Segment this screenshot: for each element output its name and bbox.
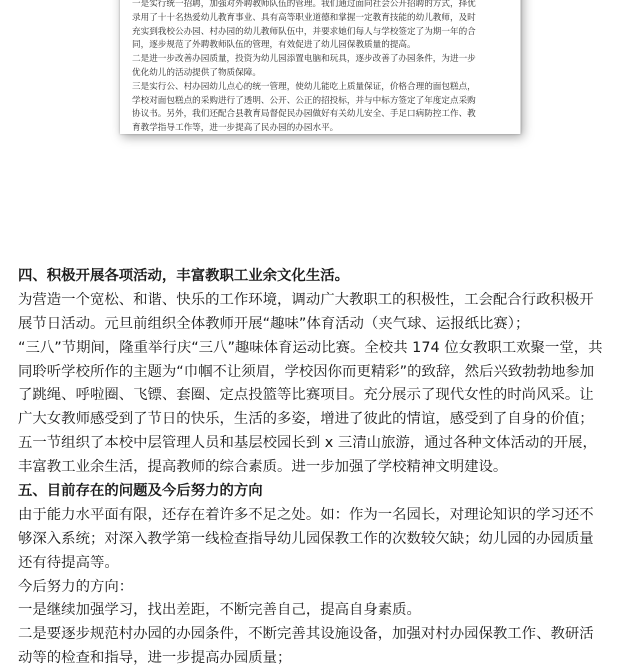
thumbnail-line: 育教学指导工作等，进一步提高了民办园的办园水平。 bbox=[132, 123, 339, 134]
thumbnail-line: 二是进一步改善办园质量，投资为幼儿园添置电脑和玩具，逐步改善了办园条件，为进一步 bbox=[132, 54, 476, 65]
thumbnail-line: 学校对面包糕点的采购进行了透明、公开、公正的招投标，并与中标方签定了年度定点采购 bbox=[132, 95, 476, 106]
body-line: 丰富教工业余生活，提高教师的综合素质。进一步加强了学校精神文明建设。 bbox=[18, 459, 508, 476]
thumbnail-line: 三是实行公、村办园幼儿点心的统一管理，使幼儿能吃上质量保证，价格合理的面包糕点， bbox=[132, 81, 476, 92]
thumbnail-line: 优化幼儿的活动提供了物质保障。 bbox=[132, 67, 261, 78]
document-body bbox=[18, 265, 622, 671]
thumbnail-line: 录用了十十名热爱幼儿教育事业、具有高等职业道德和掌握一定教育技能的幼儿教师，及时 bbox=[132, 12, 476, 23]
thumbnail-line: 同，逐步规范了外聘教师队伍的管理，有效促进了幼儿园保教质量的提高。 bbox=[132, 40, 416, 51]
body-line: 一是继续加强学习，找出差距，不断完善自己，提高自身素质。 bbox=[18, 602, 421, 619]
embedded-page-text bbox=[132, 0, 508, 136]
thumbnail-line: 充实到我校公办园、村办园的幼儿教师队伍中，并要求她们每人与学校签定了为期一年的合 bbox=[132, 26, 476, 37]
body-line: 够深入系统；对深入教学第一线检查指导幼儿园保教工作的次数较欠缺；幼儿园的办园质量 bbox=[18, 530, 594, 547]
body-line: 为营造一个宽松、和谐、快乐的工作环境，调动广大教职工的积极性，工会配合行政积极开 bbox=[18, 291, 594, 308]
body-line: 由于能力水平面有限，还存在着许多不足之处。如：作为一名园长，对理论知识的学习还不 bbox=[18, 506, 594, 523]
section-heading: 四、积极开展各项活动，丰富教职工业余文化生活。 bbox=[18, 268, 349, 284]
body-line: “三八”节期间，隆重举行庆“三八”趣味体育运动比赛。全校共 174 位女教职工欢聚一堂，共 bbox=[18, 339, 603, 356]
body-line: 二是要逐步规范村办园的办园条件，不断完善其设施设备，加强对村办园保教工作、教研活 bbox=[18, 626, 594, 643]
body-line: 展节日活动。元旦前组织全体教师开展“趣味”体育活动（夹气球、运报纸比赛）； bbox=[18, 315, 530, 332]
body-line: 动等的检查和指导，进一步提高办园质量； bbox=[18, 650, 292, 667]
thumbnail-line: 协议书。另外，我们还配合县教育局督促民办园做好有关幼儿安全、手足口病防控工作、教 bbox=[132, 109, 476, 120]
section-heading: 五、目前存在的问题及今后努力的方向 bbox=[18, 483, 263, 500]
body-line: 同聆听学校所作的主题为“巾帼不让须眉，学校因你而更精彩”的致辞，然后兴致勃勃地参加 bbox=[18, 363, 595, 380]
body-line: 了跳绳、呼啦圈、飞镖、套圈、定点投篮等比赛项目。充分展示了现代女性的时尚风采。让 bbox=[18, 387, 594, 404]
thumbnail-line: 一是实行统一招聘，加强对外聘教师队伍的管理。我们通过面向社会公开招聘的方式，择优 bbox=[132, 0, 476, 9]
body-line: 今后努力的方向： bbox=[18, 578, 134, 595]
body-line: 还有待提高等。 bbox=[18, 554, 119, 571]
body-line: 广大女教师感受到了节日的快乐，生活的多姿，增进了彼此的情谊，感受到了自身的价值； bbox=[18, 411, 594, 428]
body-line: 五一节组织了本校中层管理人员和基层校园长到 x 三清山旅游，通过各种文体活动的开展， bbox=[18, 435, 597, 452]
